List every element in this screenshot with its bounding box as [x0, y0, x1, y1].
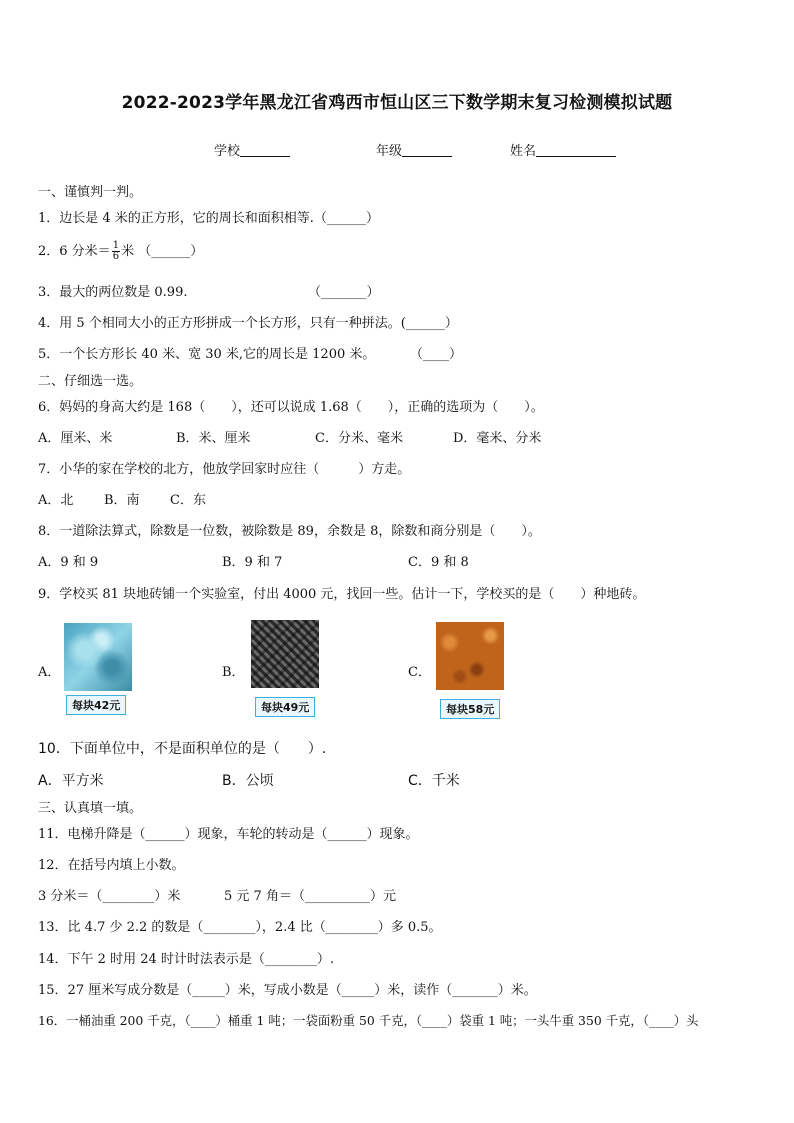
q8-option-b[interactable]: B．9 和 7: [222, 555, 283, 570]
tile-b-price: 每块49元: [255, 697, 315, 717]
q7-option-a[interactable]: A．北: [38, 493, 74, 508]
name-blank[interactable]: [536, 142, 616, 157]
question-5: [38, 343, 463, 362]
q6-option-b[interactable]: B．米、厘米: [176, 431, 251, 446]
question-2-prefix: 2．6 分米＝: [38, 244, 111, 259]
school-label: 学校: [214, 144, 241, 159]
section-heading-3: 三、认真填一填。: [38, 801, 143, 816]
question-3: [38, 281, 380, 300]
fraction-denominator: 6: [112, 251, 120, 262]
question-2: [38, 240, 203, 262]
question-8: 8．一道除法算式，除数是一位数，被除数是 89，余数是 8，除数和商分别是（ ）。: [38, 524, 541, 539]
question-5-text: 5．一个长方形长 40 米、宽 30 米,它的周长是 1200 米。: [38, 347, 376, 362]
tile-a-price: 每块42元: [66, 695, 126, 715]
school-field: [214, 140, 290, 159]
question-15: 15．27 厘米写成分数是（_____）米，写成小数是（_____）米，读作（_______）米。: [38, 983, 537, 998]
q6-option-d[interactable]: D．毫米、分米: [453, 431, 542, 446]
q10-option-c[interactable]: C．千米: [408, 773, 460, 789]
question-4: 4．用 5 个相同大小的正方形拼成一个长方形，只有一种拼法。(______）: [38, 316, 458, 331]
q9-option-a[interactable]: A．: [38, 665, 61, 680]
question-5-blank: （____）: [410, 347, 463, 362]
question-1: 1．边长是 4 米的正方形，它的周长和面积相等.（______）: [38, 211, 379, 226]
section-heading-2: 二、仔细选一选。: [38, 374, 143, 389]
q6-option-c[interactable]: C．分米、毫米: [315, 431, 403, 446]
question-3-blank: （_______）: [308, 285, 380, 300]
question-16: 16．一桶油重 200 千克，（____）桶重 1 吨；一袋面粉重 50 千克，（____）袋重 1 吨；一头牛重 350 千克，（____）头: [38, 1013, 699, 1028]
tile-b-image: [251, 620, 319, 688]
fraction: [112, 241, 120, 262]
q10-option-a[interactable]: A．平方米: [38, 773, 104, 789]
q9-option-c[interactable]: C．: [408, 665, 431, 680]
grade-field: [376, 140, 452, 159]
question-2-suffix: 米 （______）: [121, 244, 204, 259]
question-11: 11．电梯升降是（______）现象，车轮的转动是（______）现象。: [38, 827, 419, 842]
question-13: 13．比 4.7 少 2.2 的数是（________），2.4 比（________）多 0.5。: [38, 920, 442, 935]
q8-option-c[interactable]: C．9 和 8: [408, 555, 469, 570]
q7-option-b[interactable]: B．南: [104, 493, 140, 508]
question-9: 9．学校买 81 块地砖铺一个实验室，付出 4000 元，找回一些。估计一下，学校买的是（ ）种地砖。: [38, 587, 646, 602]
fraction-numerator: 1: [112, 240, 120, 251]
tile-a-image: [64, 623, 132, 691]
name-label: 姓名: [510, 144, 537, 159]
tile-c-image: [436, 622, 504, 690]
question-7: 7．小华的家在学校的北方，他放学回家时应往（ ）方走。: [38, 462, 411, 477]
q10-option-b[interactable]: B．公顷: [222, 773, 274, 789]
school-blank[interactable]: [240, 142, 290, 157]
question-14: 14．下午 2 时用 24 时计时法表示是（________）.: [38, 952, 335, 967]
question-12-a: 3 分米＝（________）米: [38, 889, 181, 904]
page-title: 2022-2023学年黑龙江省鸡西市恒山区三下数学期末复习检测模拟试题: [121, 93, 673, 113]
question-6: 6．妈妈的身高大约是 168（ ），还可以说成 1.68（ ），正确的选项为（ ）。: [38, 400, 544, 415]
question-12: 12．在括号内填上小数。: [38, 858, 185, 873]
question-3-text: 3．最大的两位数是 0.99.: [38, 285, 188, 300]
q8-option-a[interactable]: A．9 和 9: [38, 555, 99, 570]
q9-option-b[interactable]: B．: [222, 665, 245, 680]
name-field: [510, 140, 616, 159]
question-10: 10．下面单位中，不是面积单位的是（ ）.: [38, 741, 327, 757]
grade-label: 年级: [376, 144, 403, 159]
question-12-b: 5 元 7 角＝（__________）元: [224, 889, 396, 904]
q6-option-a[interactable]: A．厘米、米: [38, 431, 113, 446]
grade-blank[interactable]: [402, 142, 452, 157]
q7-option-c[interactable]: C．东: [170, 493, 206, 508]
tile-c-price: 每块58元: [440, 699, 500, 719]
section-heading-1: 一、谨慎判一判。: [38, 185, 143, 200]
